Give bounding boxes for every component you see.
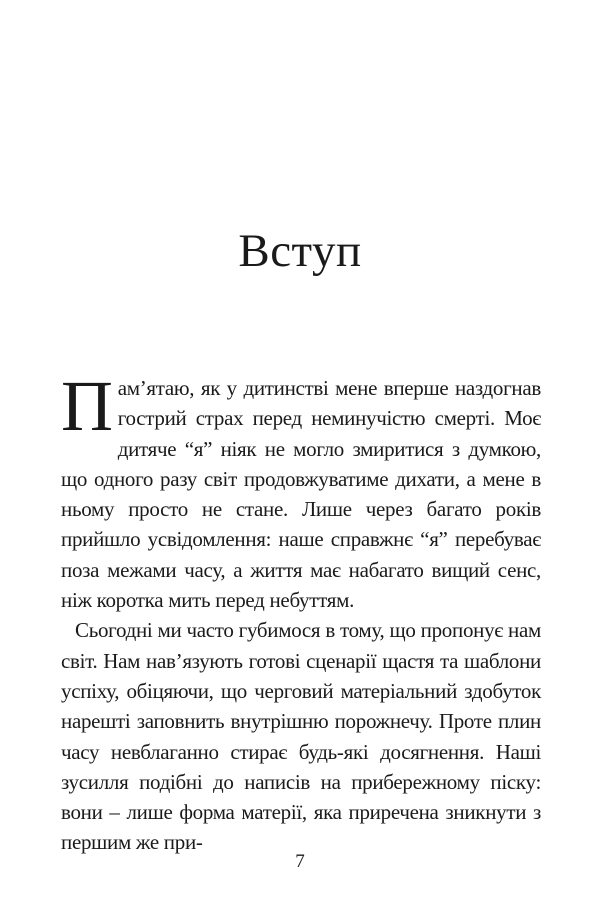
paragraph-1-text: ам’ятаю, як у дитинстві мене вперше наздогнав гострий страх перед неминучістю смерті. Моє дитяче “я” ніяк не могло змиритися з думкою, що одного разу світ продовжуватиме дихати, а мене в ньому просто не стане. Лише через багато років прийшло усвідомлення: наше справжнє “я” перебуває поза межами часу, а життя має набагато вищий сенс, ніж коротка мить перед небуттям. <box>61 376 541 613</box>
body-text <box>61 366 541 858</box>
paragraph-2: Сьогодні ми часто губимося в тому, що пропонує нам світ. Нам нав’язують готові сценарії щастя та шаблони успіху, обіцяючи, що черговий матеріальний здобуток нарешті заповнить внутрішню порожнечу. Проте плин часу невблаганно стирає будь-які досягнення. Наші зусилля подібні до написів на прибережному піску: вони – лише форма матерії, яка приречена зникнути з першим же при- <box>61 618 541 855</box>
page-number: 7 <box>295 851 305 872</box>
paragraph-1 <box>61 366 541 615</box>
drop-cap: П <box>61 366 113 446</box>
chapter-title: Вступ <box>238 225 362 277</box>
